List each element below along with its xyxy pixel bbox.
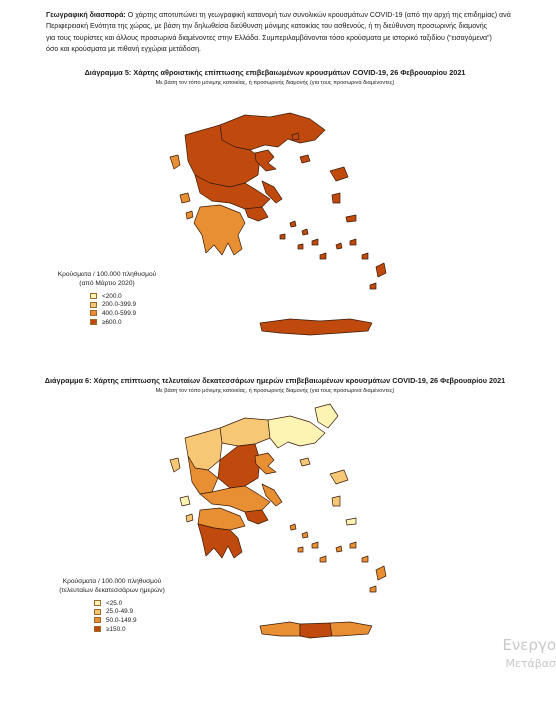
map5-region-lesvos bbox=[330, 167, 348, 181]
intro-line-3: για τους τουρίστες και άλλους προσωρινά διαμένοντες στην Ελλάδα. Συμπεριλαμβάνονται τόσο κρούσματα με ιστορικό ταξιδίου (“εισαγόμενα”) bbox=[46, 33, 492, 42]
intro-text-1: Ο χάρτης αποτυπώνει τη γεωγραφική κατανομή των συνολικών κρουσμάτων COVID-19 (από την αρχή της επιδημίας) ανά bbox=[127, 11, 511, 19]
map5-legend-swatch bbox=[90, 302, 97, 308]
map5-legend-label: 400.0-599.9 bbox=[102, 309, 137, 317]
intro-line-1 bbox=[46, 10, 546, 21]
watermark-line-2: Μετάβασ bbox=[505, 657, 556, 670]
map5-greece-map bbox=[150, 95, 420, 357]
map5-islet bbox=[320, 253, 326, 259]
map5-legend-subtitle: (από Μάρτιο 2020) bbox=[79, 280, 135, 287]
map5-legend-label: <200.0 bbox=[102, 292, 122, 300]
map6-legend-item bbox=[94, 616, 172, 625]
map6-islet bbox=[350, 542, 356, 548]
map6-region-lemnos bbox=[300, 458, 310, 466]
map6-legend-subtitle: (τελευταίων δεκατεσσάρων ημερών) bbox=[59, 587, 165, 594]
map5-islet bbox=[336, 243, 342, 249]
map5-legend-item bbox=[90, 309, 162, 318]
map6-legend bbox=[52, 577, 172, 633]
map6-legend-item bbox=[94, 625, 172, 634]
map5-region-chios bbox=[332, 193, 340, 203]
map5-title: Διάγραμμα 5: Χάρτης αθροιστικής επίπτωσης επιβεβαιωμένων κρουσμάτων COVID-19, 26 Φεβρουαρίου 2021 bbox=[84, 68, 466, 77]
map6-islet bbox=[290, 524, 296, 530]
map5-legend-title: Κρούσματα / 100.000 πληθυσμού bbox=[57, 271, 157, 278]
map6-region-thessaly bbox=[218, 444, 260, 488]
map6-legend-item bbox=[94, 608, 172, 617]
map5-islet bbox=[298, 244, 303, 249]
map6-region-zakynthos bbox=[186, 514, 193, 522]
map5-region-samos bbox=[346, 215, 356, 222]
map5-legend-swatch bbox=[90, 293, 97, 299]
map5-legend-swatch bbox=[90, 310, 97, 316]
map6-region-chios bbox=[332, 496, 340, 506]
map6-islet bbox=[320, 556, 326, 562]
map6-greece-map bbox=[150, 398, 420, 663]
map6-title: Διάγραμμα 6: Χάρτης επίπτωσης τελευταίων δεκατεσσάρων ημερών επιβεβαιωμένων κρουσμάτων COVID-19, 26 Φεβρουαρίου 2021 bbox=[44, 376, 506, 385]
map5-region-thrace bbox=[220, 113, 325, 150]
map6-legend-swatch bbox=[94, 609, 101, 615]
map6-region-crete-west bbox=[260, 622, 300, 636]
map6-islet bbox=[376, 566, 386, 580]
map5-legend-item bbox=[90, 318, 162, 327]
map5-islet bbox=[302, 229, 308, 235]
intro-line-2: Περιφερειακή Ενότητα της χώρας, με βάση την δηλωθείσα διεύθυνση μόνιμης κατοικίας του ασθενούς, ή τη διεύθυνση προσωρινής διαμονής bbox=[46, 22, 488, 31]
map6-region-thrace-east bbox=[268, 416, 325, 448]
watermark-line-1: Ενεργο bbox=[502, 636, 556, 654]
map5-legend bbox=[52, 270, 162, 326]
map6-legend-swatch bbox=[94, 626, 101, 632]
map5-islet bbox=[290, 221, 296, 227]
map5-islet bbox=[312, 239, 318, 245]
map5-legend-label: 200.0-399.9 bbox=[102, 301, 137, 309]
map6-region-lesvos bbox=[330, 470, 348, 484]
map5-islet bbox=[280, 234, 285, 239]
map6-islet bbox=[370, 586, 376, 592]
map6-islet bbox=[302, 532, 308, 538]
map6-islet bbox=[362, 556, 368, 562]
map5-legend-item bbox=[90, 301, 162, 310]
map6-legend-label: 50.0-149.9 bbox=[106, 616, 137, 624]
map6-region-samos bbox=[346, 518, 356, 525]
map6-legend-item bbox=[94, 599, 172, 608]
intro-label: Γεωγραφική διασπορά: bbox=[46, 11, 126, 19]
map6-region-peloponnese-south bbox=[198, 524, 242, 558]
map6-subtitle: Με βάση τον τόπο μόνιμης κατοικίας, ή προσωρινής διαμονής (για τους προσωρινά διαμένοντες) bbox=[155, 388, 395, 394]
map5-region-kefalonia bbox=[180, 193, 190, 203]
map5-islet bbox=[350, 239, 356, 245]
map5-legend-swatch bbox=[90, 319, 97, 325]
map5-region-attica bbox=[245, 207, 268, 221]
map6-legend-title: Κρούσματα / 100.000 πληθυσμού bbox=[62, 578, 162, 585]
map6-legend-swatch bbox=[94, 600, 101, 606]
map5-islet bbox=[370, 283, 376, 289]
map6-islet bbox=[336, 546, 342, 552]
map6-legend-label: <25.0 bbox=[106, 599, 123, 607]
intro-paragraph bbox=[46, 10, 546, 55]
map6-legend-label: ≥150.0 bbox=[106, 625, 126, 633]
map5-region-zakynthos bbox=[186, 211, 193, 219]
map6-region-kefalonia bbox=[180, 496, 190, 506]
map5-islet bbox=[362, 253, 368, 259]
map5-region-lemnos bbox=[300, 155, 310, 163]
map5-legend-item bbox=[90, 292, 162, 301]
map6-islet bbox=[298, 547, 303, 552]
map6-legend-label: 25.0-49.9 bbox=[106, 608, 134, 616]
map5-region-crete bbox=[260, 319, 372, 335]
intro-line-4: όσο και κρούσματα με πιθανή εγχώρια μετάδοση. bbox=[46, 44, 201, 53]
map5-region-peloponnese bbox=[194, 205, 245, 255]
map6-region-attica bbox=[245, 510, 268, 524]
map6-region-evros bbox=[315, 404, 338, 428]
map6-islet bbox=[312, 542, 318, 548]
map6-legend-swatch bbox=[94, 617, 101, 623]
map6-region-crete-east bbox=[330, 622, 372, 636]
map6-region-corfu bbox=[170, 458, 180, 472]
map6-region-thrace-west bbox=[220, 418, 270, 446]
map5-islet bbox=[376, 263, 386, 277]
map5-subtitle: Με βάση τον τόπο μόνιμης κατοικίας, ή προσωρινής διαμονής (για τους προσωρινά διαμένοντες) bbox=[155, 80, 395, 86]
map6-region-crete-central bbox=[300, 623, 332, 638]
map5-region-corfu bbox=[170, 155, 180, 169]
map5-legend-label: ≥600.0 bbox=[102, 318, 122, 326]
